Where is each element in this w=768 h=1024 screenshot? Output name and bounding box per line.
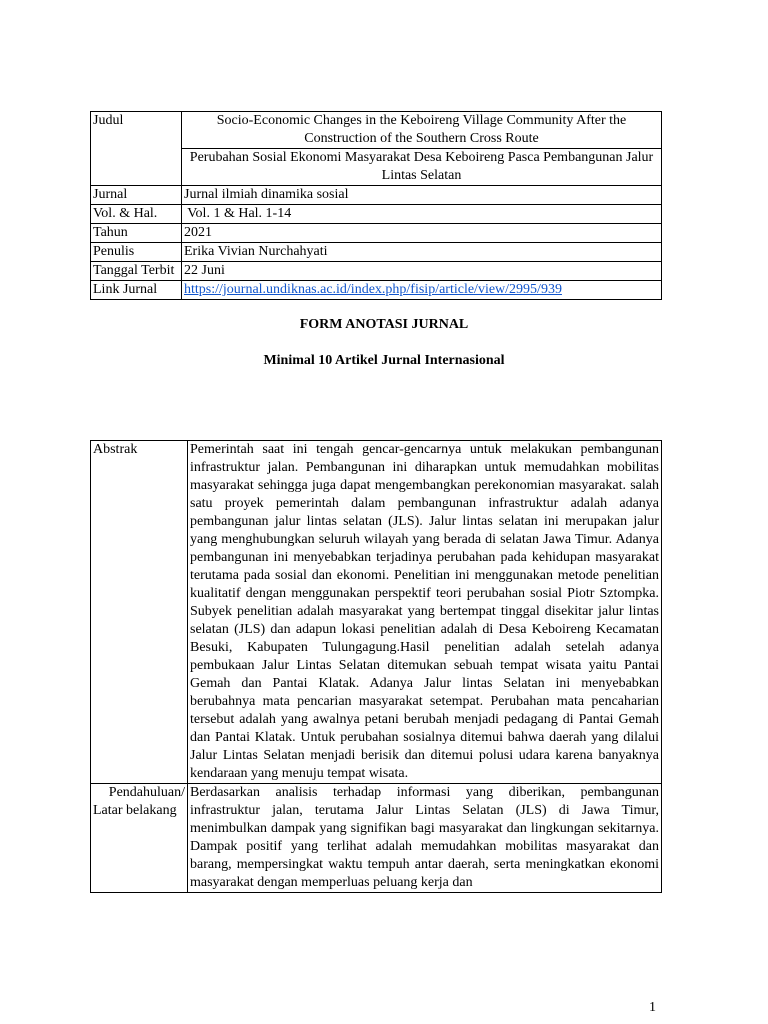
volhal-value: Vol. 1 & Hal. 1-14 xyxy=(182,205,662,224)
page-number: 1 xyxy=(649,1000,656,1015)
pendahuluan-label-line1: Pendahuluan/ xyxy=(108,785,185,800)
judul-label: Judul xyxy=(91,112,182,186)
tahun-value: 2021 xyxy=(182,224,662,243)
link-jurnal-label: Link Jurnal xyxy=(91,281,182,300)
table-row xyxy=(91,224,662,243)
table-row xyxy=(91,262,662,281)
penulis-value: Erika Vivian Nurchahyati xyxy=(182,243,662,262)
tanggal-terbit-label: Tanggal Terbit xyxy=(91,262,182,281)
annotation-table xyxy=(90,440,662,893)
judul-id-value: Perubahan Sosial Ekonomi Masyarakat Desa Keboireng Pasca Pembangunan Jalur Lintas Selatan xyxy=(182,149,662,186)
link-jurnal-cell xyxy=(182,281,662,300)
tahun-label: Tahun xyxy=(91,224,182,243)
abstrak-text: Pemerintah saat ini tengah gencar-gencarnya untuk melakukan pembangunan infrastruktur jalan. Pembangunan ini diharapkan untuk memudahkan mobilitas masyarakat sehingga juga dapat mengembangkan perekonomian masyarakat. salah satu proyek pemerintah dalam pembangunan infrastruktur adalah adanya pembangunan jalur lintas selatan (JLS). Jalur lintas selatan ini merupakan jalur yang menghubungkan seluruh wilayah yang berada di selatan Jawa Timur. Adanya pembangunan ini menyebabkan terjadinya perubahan pada kehidupan masyarakat terutama pada sosial dan ekonomi. Penelitian ini menggunakan metode penelitian kualitatif dengan menggunakan perspektif teori perubahan sosial Piotr Sztompka. Subyek penelitian adalah masyarakat yang bertempat tinggal disekitar jalur lintas selatan (JLS) dan adapun lokasi penelitian adalah di Desa Keboireng Kecamatan Besuki, Kabupaten Tulungagung.Hasil penelitian adalah setelah adanya pembukaan Jalur Lintas Selatan ditemukan sebuah tempat wisata yaitu Pantai Gemah dan Pantai Klatak. Adanya Jalur lintas Selatan ini menyebabkan berubahnya mata pencarian masyarakat setempat. Perubahan mata pencaharian tersebut adalah yang awalnya petani berubah menjadi pedagang di Pantai Gemah dan Pantai Klatak. Untuk perubahan sosialnya ditemui bahwa daerah yang dilalui Jalur Lintas Selatan menjadi berisik dan ditemui polusi udara karena banyaknya kendaraan yang menuju tempat wisata. xyxy=(188,441,662,784)
table-row xyxy=(91,441,662,784)
table-row xyxy=(91,243,662,262)
volhal-label: Vol. & Hal. xyxy=(91,205,182,224)
table-row xyxy=(91,784,662,893)
pendahuluan-text: Berdasarkan analisis terhadap informasi yang diberikan, pembangunan infrastruktur jalan, terutama Jalur Lintas Selatan (JLS) di Jawa Timur, menimbulkan dampak yang signifikan bagi masyarakat dan lingkungan sekitarnya. Dampak positif yang terlihat adalah memudahkan mobilitas masyarakat dan barang, mempersingkat waktu tempuh antar daerah, serta meningkatkan ekonomi masyarakat dengan memperluas peluang kerja dan xyxy=(188,784,662,893)
form-subtitle: Minimal 10 Artikel Jurnal Internasional xyxy=(263,353,505,368)
table-row xyxy=(91,112,662,149)
tanggal-terbit-value: 22 Juni xyxy=(182,262,662,281)
jurnal-label: Jurnal xyxy=(91,186,182,205)
pendahuluan-label xyxy=(91,784,188,893)
journal-meta-table xyxy=(90,111,662,300)
pendahuluan-label-line2: Latar belakang xyxy=(93,803,177,818)
table-row xyxy=(91,186,662,205)
abstrak-label: Abstrak xyxy=(91,441,188,784)
judul-en-value: Socio-Economic Changes in the Keboireng Village Community After the Construction of the Southern Cross Route xyxy=(182,112,662,149)
table-row xyxy=(91,281,662,300)
jurnal-value: Jurnal ilmiah dinamika sosial xyxy=(182,186,662,205)
table-row xyxy=(91,205,662,224)
form-title: FORM ANOTASI JURNAL xyxy=(299,317,469,332)
journal-link[interactable]: https://journal.undiknas.ac.id/index.php/fisip/article/view/2995/939 xyxy=(184,282,562,297)
penulis-label: Penulis xyxy=(91,243,182,262)
